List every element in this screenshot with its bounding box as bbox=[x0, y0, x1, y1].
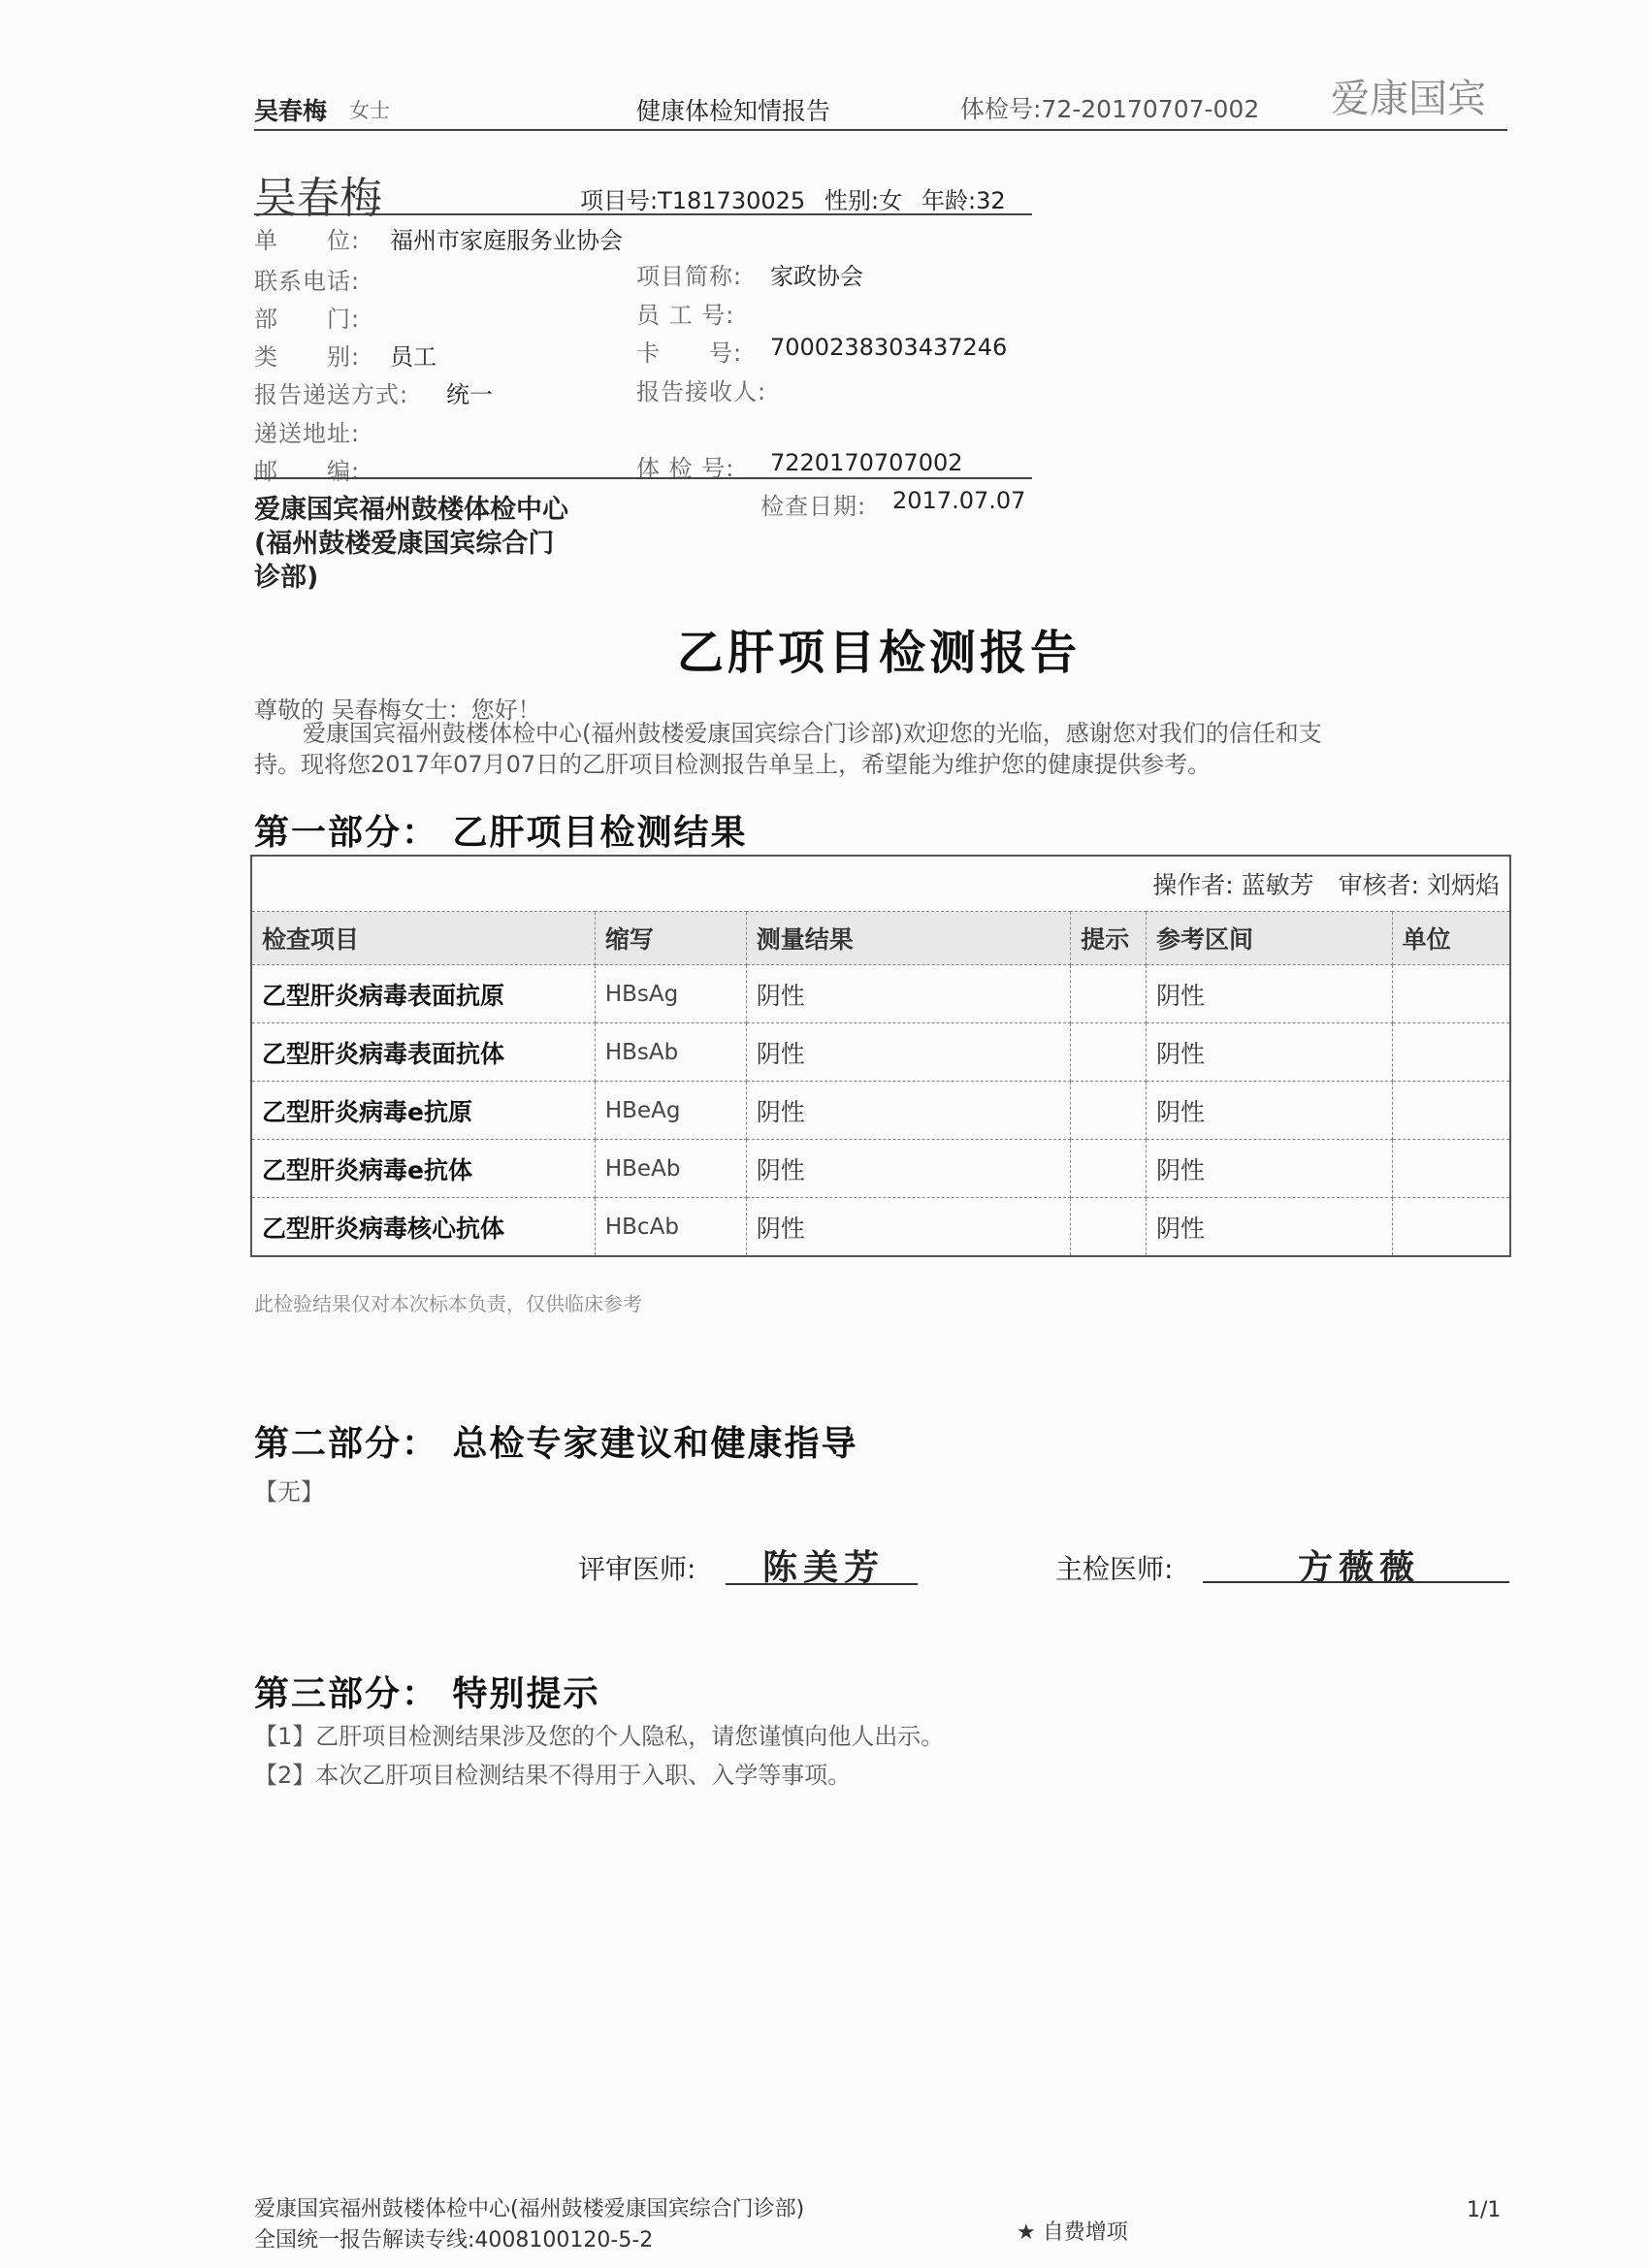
cell-result: 阴性 bbox=[746, 1023, 1070, 1082]
cell-ref: 阴性 bbox=[1147, 1082, 1393, 1140]
greeting-salutation: 尊敬的 吴春梅女士：您好！ bbox=[254, 697, 541, 724]
report-title: 乙肝项目检测报告 bbox=[677, 626, 1082, 680]
category-label: 类 别: bbox=[254, 343, 361, 371]
cell-unit bbox=[1392, 1198, 1510, 1257]
table-row bbox=[251, 1082, 1510, 1140]
cell-unit bbox=[1392, 1140, 1510, 1198]
tip-2: 【2】本次乙肝项目检测结果不得用于入职、入学等事项。 bbox=[254, 1762, 852, 1789]
patient-age: 年龄:32 bbox=[922, 187, 1006, 214]
result-note: 此检验结果仅对本次标本负责，仅供临床参考 bbox=[254, 1292, 642, 1315]
unit-label: 单 位: bbox=[254, 227, 361, 254]
patient-name: 吴春梅 bbox=[254, 174, 382, 223]
footer-center: 爱康国宾福州鼓楼体检中心(福州鼓楼爱康国宾综合门诊部) bbox=[254, 2197, 805, 2221]
cell-hint bbox=[1071, 965, 1147, 1023]
header-name: 吴春梅 bbox=[254, 97, 328, 125]
center-line2: (福州鼓楼爱康国宾综合门 bbox=[254, 529, 555, 559]
header-report-type: 健康体检知情报告 bbox=[636, 97, 831, 125]
chief-sig-line bbox=[1203, 1581, 1509, 1583]
header-rule bbox=[254, 129, 1507, 131]
center-line1: 爱康国宾福州鼓楼体检中心 bbox=[254, 495, 568, 525]
tip-1: 【1】乙肝项目检测结果涉及您的个人隐私，请您谨慎向他人出示。 bbox=[254, 1723, 945, 1750]
date-value: 2017.07.07 bbox=[892, 487, 1026, 514]
delivery-value: 统一 bbox=[446, 381, 493, 408]
col-header-ref: 参考区间 bbox=[1147, 912, 1393, 965]
part2-heading: 第二部分： 总检专家建议和健康指导 bbox=[254, 1424, 858, 1464]
patient-sex: 性别:女 bbox=[824, 187, 903, 214]
col-header-abbr: 缩写 bbox=[595, 912, 746, 965]
table-row bbox=[251, 1198, 1510, 1257]
table-row bbox=[251, 1023, 1510, 1082]
col-header-unit: 单位 bbox=[1392, 912, 1510, 965]
card-value: 7000238303437246 bbox=[770, 334, 1008, 361]
exam-label: 体 检 号: bbox=[636, 455, 735, 482]
greeting-line1: 爱康国宾福州鼓楼体检中心(福州鼓楼爱康国宾综合门诊部)欢迎您的光临，感谢您对我们的信任和支 bbox=[303, 720, 1322, 747]
info-rule bbox=[254, 477, 1032, 479]
part2-content: 【无】 bbox=[254, 1478, 324, 1506]
table-row bbox=[251, 1140, 1510, 1198]
reviewer-signature: 陈美芳 bbox=[762, 1548, 886, 1588]
cell-hint bbox=[1071, 1140, 1147, 1198]
col-header-result: 测量结果 bbox=[746, 912, 1070, 965]
postcode-label: 邮 编: bbox=[254, 458, 361, 485]
reviewer-label: 评审医师: bbox=[578, 1553, 696, 1585]
employee-label: 员 工 号: bbox=[636, 302, 735, 329]
header-exam-no: 体检号:72-20170707-002 bbox=[960, 95, 1260, 123]
col-header-item: 检查项目 bbox=[251, 912, 595, 965]
cell-abbr: HBcAb bbox=[595, 1198, 746, 1257]
exam-value: 7220170707002 bbox=[770, 449, 963, 476]
cell-unit bbox=[1392, 965, 1510, 1023]
cell-item: 乙型肝炎病毒表面抗体 bbox=[251, 1023, 595, 1082]
date-label: 检查日期: bbox=[760, 493, 867, 520]
cell-hint bbox=[1071, 1198, 1147, 1257]
header-title-suffix: 女士 bbox=[349, 99, 390, 122]
col-header-hint: 提示 bbox=[1071, 912, 1147, 965]
brand-logo-text: 爱康国宾 bbox=[1331, 77, 1486, 121]
cell-ref: 阴性 bbox=[1147, 965, 1393, 1023]
dept-label: 部 门: bbox=[254, 306, 361, 333]
center-line3: 诊部) bbox=[254, 563, 319, 593]
cell-abbr: HBsAg bbox=[595, 965, 746, 1023]
page-number: 1/1 bbox=[1467, 2198, 1502, 2222]
cell-unit bbox=[1392, 1082, 1510, 1140]
part1-heading: 第一部分： 乙肝项目检测结果 bbox=[254, 813, 748, 853]
chief-signature: 方薇薇 bbox=[1298, 1548, 1421, 1588]
receiver-label: 报告接收人: bbox=[636, 378, 767, 405]
cell-item: 乙型肝炎病毒核心抗体 bbox=[251, 1198, 595, 1257]
project-abbr-value: 家政协会 bbox=[770, 263, 863, 290]
cell-unit bbox=[1392, 1023, 1510, 1082]
card-label: 卡 号: bbox=[636, 340, 743, 367]
part3-heading: 第三部分： 特别提示 bbox=[254, 1674, 600, 1714]
cell-abbr: HBeAg bbox=[595, 1082, 746, 1140]
phone-label: 联系电话: bbox=[254, 268, 361, 295]
table-row bbox=[251, 965, 1510, 1023]
delivery-label: 报告递送方式: bbox=[254, 381, 409, 408]
cell-item: 乙型肝炎病毒e抗体 bbox=[251, 1140, 595, 1198]
cell-result: 阴性 bbox=[746, 1198, 1070, 1257]
address-label: 递送地址: bbox=[254, 420, 361, 447]
cell-result: 阴性 bbox=[746, 1140, 1070, 1198]
results-table bbox=[250, 855, 1511, 1257]
cell-ref: 阴性 bbox=[1147, 1023, 1393, 1082]
cell-abbr: HBeAb bbox=[595, 1140, 746, 1198]
patient-rule bbox=[254, 213, 1032, 215]
table-meta-row bbox=[251, 856, 1510, 912]
project-abbr-label: 项目简称: bbox=[636, 263, 743, 290]
footer-hotline: 全国统一报告解读专线:4008100120-5-2 bbox=[254, 2228, 654, 2252]
patient-project-no: 项目号:T181730025 bbox=[580, 187, 806, 214]
footer-star-note: ★ 自费增项 bbox=[1017, 2220, 1128, 2245]
cell-ref: 阴性 bbox=[1147, 1198, 1393, 1257]
reviewer-sig-line bbox=[726, 1583, 918, 1585]
cell-hint bbox=[1071, 1082, 1147, 1140]
cell-ref: 阴性 bbox=[1147, 1140, 1393, 1198]
cell-item: 乙型肝炎病毒e抗原 bbox=[251, 1082, 595, 1140]
chief-label: 主检医师: bbox=[1055, 1553, 1174, 1585]
table-header-row bbox=[251, 912, 1510, 965]
cell-abbr: HBsAb bbox=[595, 1023, 746, 1082]
greeting-line2: 持。现将您2017年07月07日的乙肝项目检测报告单呈上，希望能为维护您的健康提供参考。 bbox=[254, 751, 1212, 778]
operator-info: 操作者: 蓝敏芳 审核者: 刘炳焰 bbox=[251, 856, 1510, 912]
cell-hint bbox=[1071, 1023, 1147, 1082]
cell-item: 乙型肝炎病毒表面抗原 bbox=[251, 965, 595, 1023]
unit-value: 福州市家庭服务业协会 bbox=[390, 227, 623, 254]
cell-result: 阴性 bbox=[746, 965, 1070, 1023]
category-value: 员工 bbox=[390, 343, 436, 371]
cell-result: 阴性 bbox=[746, 1082, 1070, 1140]
